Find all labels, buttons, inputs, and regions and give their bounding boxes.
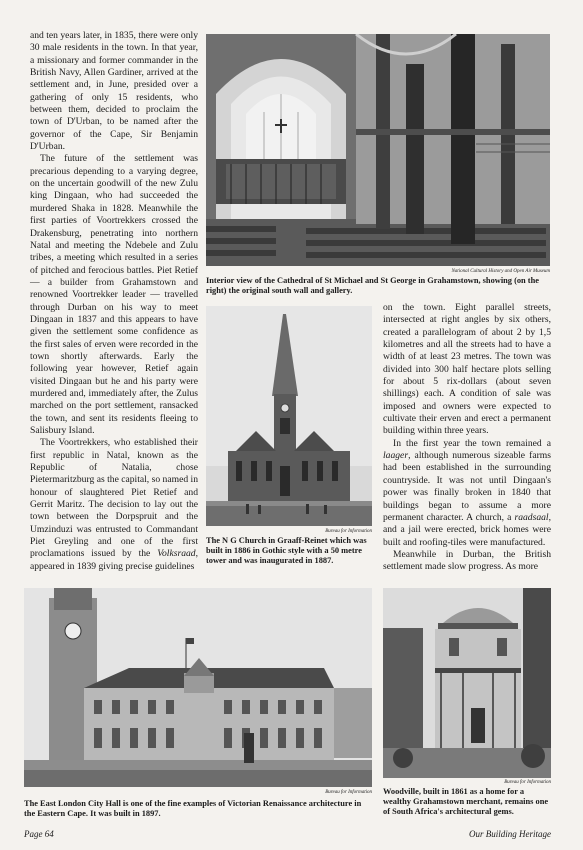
paragraph-text: The Voortrekkers, who established their first republic in Natal, known as the Republic of Natalia, chose Pietermaritzburg as the capital, so named in honour of slaughtered Piet Retief and Gerrit Maritz. The decision to lay out the town between the Dorpspruit and the Umzinduzi was entrusted to Commandant Piet Greyling and one of the first proclamations issued by the [30, 437, 198, 560]
photo-credit: Bureau for Information [325, 529, 372, 534]
paragraph: on the town. Eight parallel streets, intersected at right angles by six others, created a parallelogram of about 2 by 1,5 kilometres and all the streets had to have a width of at least 23 metres. The town was divided into 300 half hectare plots selling for about 5 rix-dollars (about seven shillings) each. A condition of sale was imposed and owners were expected to cultivate their erven and erect a permanent building within three years. [383, 302, 551, 437]
photo-credit: Bureau for Information [325, 790, 372, 795]
figure-caption: The East London City Hall is one of the fine examples of Victorian Renaissance architecture in the Eastern Cape. It was built in 1897. [24, 799, 362, 818]
paragraph: Meanwhile in Durban, the British settlement made slow progress. As more [383, 548, 551, 573]
photo-credit: National Cultural History and Open Air Museum [451, 269, 550, 274]
column-1-text [30, 30, 198, 573]
italic-term: laager [383, 450, 409, 462]
column-3-text [383, 302, 551, 574]
figure-caption: The N G Church in Graaff-Reinet which was built in 1886 in Gothic style with a 50 metre tower and was inaugurated in 1887. [206, 536, 367, 565]
publication-title: Our Building Heritage [469, 829, 551, 839]
figure-caption: Woodville, built in 1861 as a home for a wealthy Grahamstown merchant, remains one of South Africa's architectural gems. [383, 787, 549, 816]
page-number: Page 64 [24, 829, 54, 839]
photo-credit: Bureau for Information [504, 780, 551, 785]
paragraph [30, 437, 198, 573]
paragraph-text: , and a jail were erected, brick homes were built and roofing-tiles were manufactured. [383, 511, 551, 548]
italic-term: raadsaal [514, 511, 549, 523]
paragraph-text: , although numerous sizeable farms had been established in the surrounding countryside. It was not until Dingaan's power was finally broken in 1840 that buildings began to assume a more permanent character. A church, a [383, 450, 551, 523]
ng-church-photo [206, 306, 372, 526]
cathedral-interior-photo [206, 34, 550, 266]
woodville-photo [383, 588, 551, 778]
paragraph-text: In the first year the town remained a [393, 437, 551, 449]
paragraph: and ten years later, in 1835, there were only 30 male residents in the town. In that year, a missionary and former commander in the British Navy, Allen Gardiner, arrived at the settlement and, in June, presided over a gathering of only 15 residents, who between them, decided to proclaim the town of D'Urban, to be named after the governor of the Cape, Sir Benjamin D'Urban. [30, 30, 198, 153]
figure-caption: Interior view of the Cathedral of St Michael and St George in Grahamstown, showing (on the right) the original south wall and gallery. [206, 276, 539, 295]
city-hall-photo [24, 588, 372, 787]
paragraph: The future of the settlement was precarious depending to a varying degree, on the uncertain goodwill of the new Zulu king Dingaan, who had succeeded the murdered Shaka in 1828. Meanwhile the first parties of Voortrekkers crossed the Drakensburg, penetrating into northern Natal and meeting the Ndebele and Zulu tribes, a meeting which resulted in a series of pitched and ferocious battles. Piet Retief — a builder from Grahamstown and renowned Voortrekker leader — travelled through Durban on his way to meet Dingaan in 1837 and this appears to have given the settlement some confidence as the first sales of erven were recorded in the town shortly afterwards. Early the following year however, Retief again visited Dingaan but he and his party were murdered and, immediately after, the Zulus marched on the port settlement, ransacked the town, and sent its residents fleeing to Salisbury Island. [30, 153, 198, 436]
paragraph [383, 438, 551, 549]
italic-term: Volksraad [157, 548, 196, 560]
paragraph-text: , appeared in 1839 giving precise guidelines [30, 548, 198, 572]
